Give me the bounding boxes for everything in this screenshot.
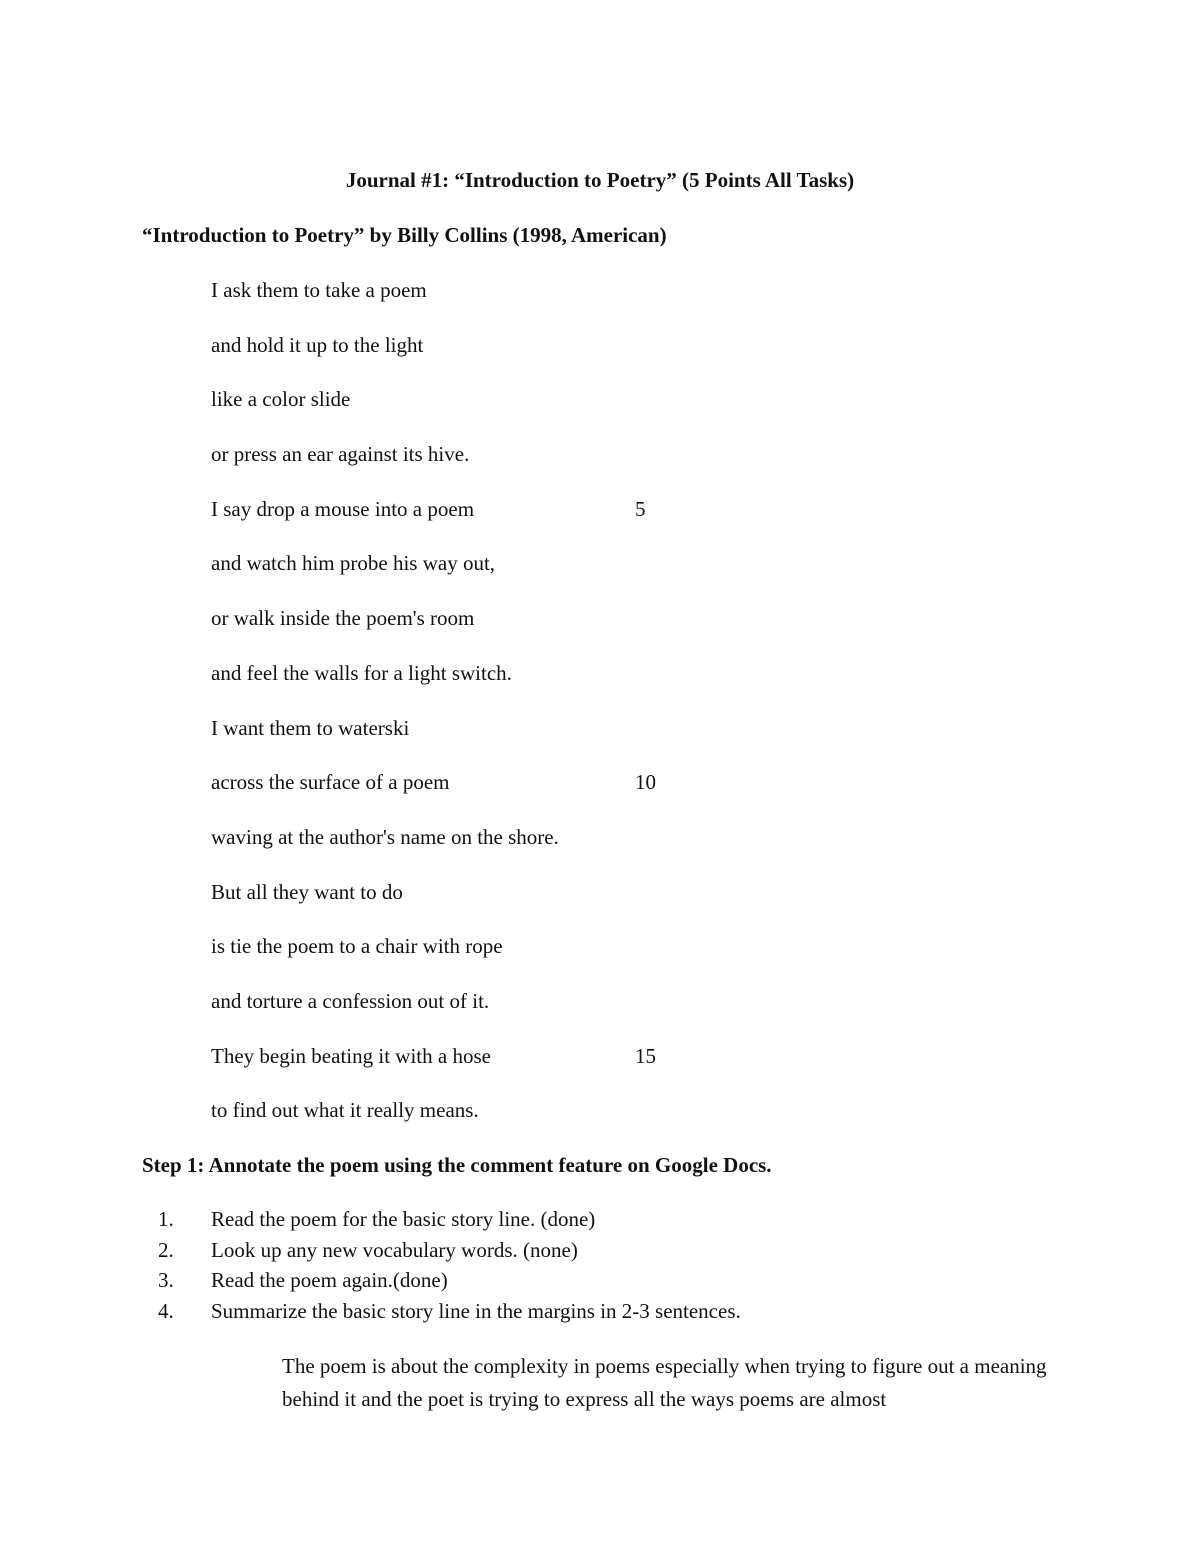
poem-line-text: I ask them to take a poem: [211, 278, 427, 302]
poem-line: [211, 714, 731, 769]
poem-line: [211, 495, 731, 550]
step-text: Summarize the basic story line in the margins in 2-3 sentences.: [211, 1299, 741, 1324]
poem-line-text: and hold it up to the light: [211, 332, 424, 357]
poem-line-text: to find out what it really means.: [211, 1098, 479, 1123]
poem-line: [211, 768, 731, 823]
poem-line-text: like a color slide: [211, 387, 351, 412]
poem-line: [211, 1096, 731, 1151]
poem-line-text: I want them to waterski: [211, 715, 410, 740]
poem-line: [211, 878, 731, 933]
poem-line-text: is tie the poem to a chair with rope: [211, 934, 503, 959]
step-item: [158, 1205, 741, 1236]
steps-list: [158, 1205, 741, 1328]
poem-line-text: and feel the walls for a light switch.: [211, 660, 512, 685]
step-item: [158, 1297, 741, 1328]
poem-line: [211, 823, 731, 878]
step-number: 3.: [158, 1268, 174, 1293]
poem-line: [211, 331, 731, 386]
poem-line: [211, 549, 731, 604]
poem-line-text: or press an ear against its hive.: [211, 442, 470, 467]
step-number: 4.: [158, 1299, 174, 1324]
poem-line-text: across the surface of a poem: [211, 770, 450, 795]
poem: [211, 276, 731, 1151]
step-text: Read the poem again.(done): [211, 1268, 448, 1293]
poem-line: [211, 659, 731, 714]
poem-line-text: waving at the author's name on the shore.: [211, 824, 559, 849]
poem-line: [211, 604, 731, 659]
step-item: [158, 1236, 741, 1267]
poem-line-text: or walk inside the poem's room: [211, 606, 475, 631]
poem-line: [211, 987, 731, 1042]
poem-line-text: and torture a confession out of it.: [211, 988, 490, 1013]
step-text: Look up any new vocabulary words. (none): [211, 1237, 578, 1262]
line-number: 15: [635, 1043, 656, 1068]
step-heading: Step 1: Annotate the poem using the comment feature on Google Docs.: [142, 1153, 772, 1177]
page-title: Journal #1: “Introduction to Poetry” (5 Points All Tasks): [345, 168, 855, 192]
step-number: 2.: [158, 1237, 174, 1262]
line-number: 10: [635, 770, 656, 795]
poem-line-text: They begin beating it with a hose: [211, 1043, 491, 1068]
step-number: 1.: [158, 1207, 174, 1231]
poem-line: [211, 385, 731, 440]
line-number: 5: [635, 496, 646, 521]
step-item: [158, 1266, 741, 1297]
poem-line: [211, 276, 731, 331]
summary-answer: The poem is about the complexity in poems especially when trying to figure out a meaning behind it and the poet is trying to express all the ways poems are almost: [282, 1354, 1047, 1411]
poem-line-text: and watch him probe his way out,: [211, 551, 496, 576]
step-text: Read the poem for the basic story line. (done): [211, 1207, 596, 1231]
poem-line: [211, 932, 731, 987]
poem-line: [211, 1042, 731, 1097]
poem-heading: “Introduction to Poetry” by Billy Collins (1998, American): [142, 223, 667, 247]
poem-line-text: I say drop a mouse into a poem: [211, 496, 475, 521]
poem-line-text: But all they want to do: [211, 879, 403, 904]
poem-line: [211, 440, 731, 495]
